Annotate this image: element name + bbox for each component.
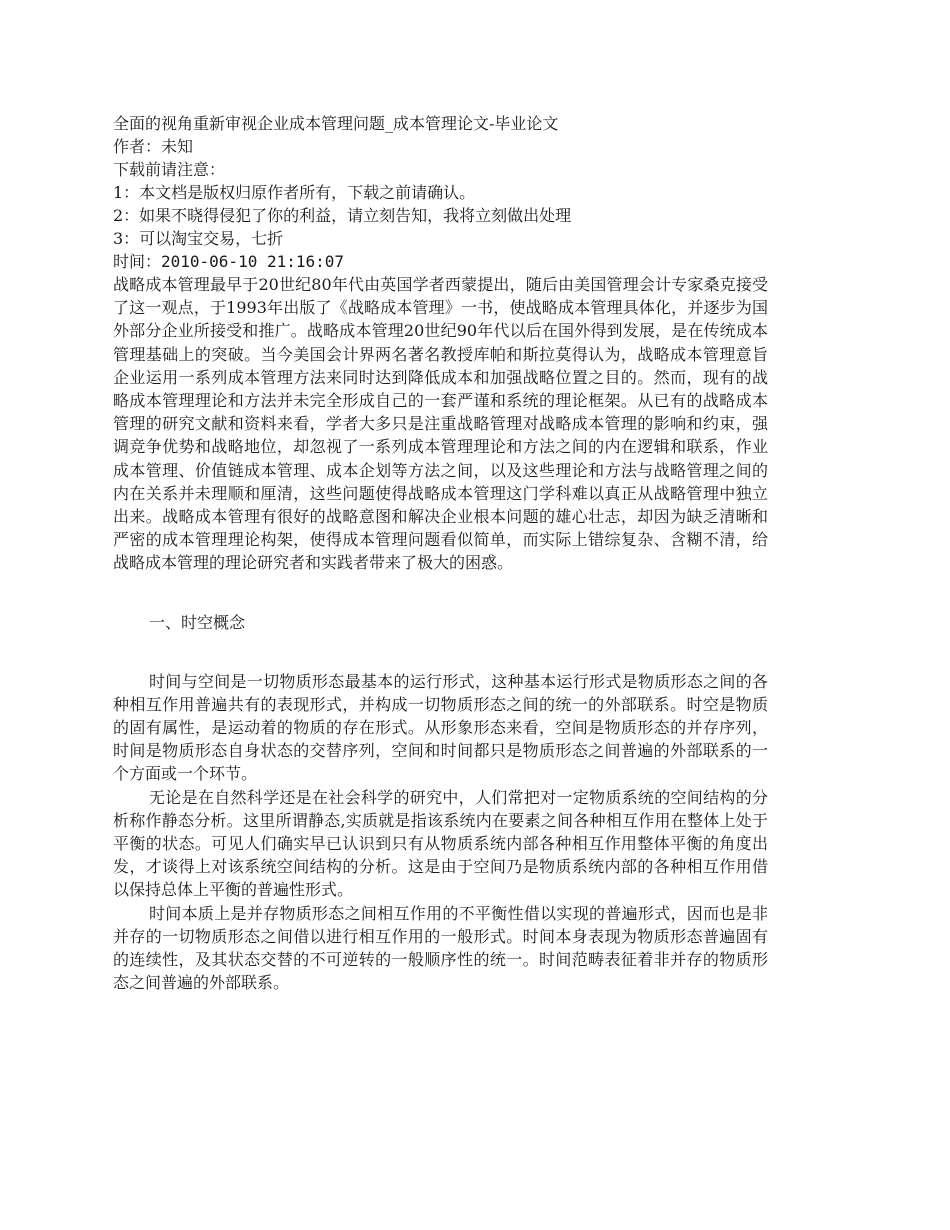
document-page — [113, 112, 768, 994]
document-title: 全面的视角重新审视企业成本管理问题_成本管理论文-毕业论文 — [113, 114, 559, 133]
download-note: 下载前请注意： — [113, 160, 226, 179]
note-item: 2：如果不晓得侵犯了你的利益，请立刻告知，我将立刻做出处理 — [113, 206, 572, 225]
body-paragraph: 时间本质上是并存物质形态之间相互作用的不平衡性借以实现的普遍形式，因而也是非并存的一切物质形态之间借以进行相互作用的一般形式。时间本身表现为物质形态普遍固有的连续性，及其状态交替的不可逆转的一般顺序性的统一。时间范畴表征着非并存的物质形态之间普遍的外部联系。 — [113, 903, 768, 993]
author-line: 作者：未知 — [113, 137, 194, 156]
note-item: 3：可以淘宝交易，七折 — [113, 229, 284, 248]
body-paragraph: 时间与空间是一切物质形态最基本的运行形式，这种基本运行形式是物质形态之间的各种相互作用普遍共有的表现形式，并构成一切物质形态之间的统一的外部联系。时空是物质的固有属性，是运动着的物质的存在形式。从形象形态来看，空间是物质形态的并存序列，时间是物质形态自身状态的交替序列，空间和时间都只是物质形态之间普遍的外部联系的一个方面或一个环节。 — [113, 671, 768, 784]
body-paragraph: 无论是在自然科学还是在社会科学的研究中，人们常把对一定物质系统的空间结构的分析称作静态分析。这里所谓静态,实质就是指该系统内在要素之间各种相互作用在整体上处于平衡的状态。可见人们确实早已认识到只有从物质系统内部各种相互作用整体平衡的角度出发，才谈得上对该系统空间结构的分析。这是由于空间乃是物质系统内部的各种相互作用借以保持总体上平衡的普遍性形式。 — [113, 787, 768, 900]
intro-paragraph: 战略成本管理最早于20世纪80年代由英国学者西蒙提出，随后由美国管理会计专家桑克接受了这一观点，于1993年出版了《战略成本管理》一书，使战略成本管理具体化，并逐步为国外部分企业所接受和推广。战略成本管理20世纪90年代以后在国外得到发展，是在传统成本管理基础上的突破。当今美国会计界两名著名教授库帕和斯拉莫得认为，战略成本管理意旨企业运用一系列成本管理方法来同时达到降低成本和加强战略位置之目的。然而，现有的战略成本管理理论和方法并未完全形成自己的一套严谨和系统的理论框架。从已有的战略成本管理的研究文献和资料来看，学者大多只是注重战略管理对战略成本管理的影响和约束，强调竞争优势和战略地位，却忽视了一系列成本管理理论和方法之间的内在逻辑和联系，作业成本管理、价值链成本管理、成本企划等方法之间，以及这些理论和方法与战略管理之间的内在关系并未理顺和厘清，这些问题使得战略成本管理这门学科难以真正从战略管理中独立出来。战略成本管理有很好的战略意图和解决企业根本问题的雄心壮志，却因为缺乏清晰和严密的成本管理理论构架，使得成本管理问题看似简单，而实际上错综复杂、含糊不清，给战略成本管理的理论研究者和实践者带来了极大的困惑。 — [113, 275, 768, 573]
section-heading: 一、时空概念 — [149, 612, 246, 632]
note-item: 1：本文档是版权归原作者所有，下载之前请确认。 — [113, 183, 476, 202]
timestamp-line: 时间：2010-06-10 21:16:07 — [113, 252, 345, 271]
